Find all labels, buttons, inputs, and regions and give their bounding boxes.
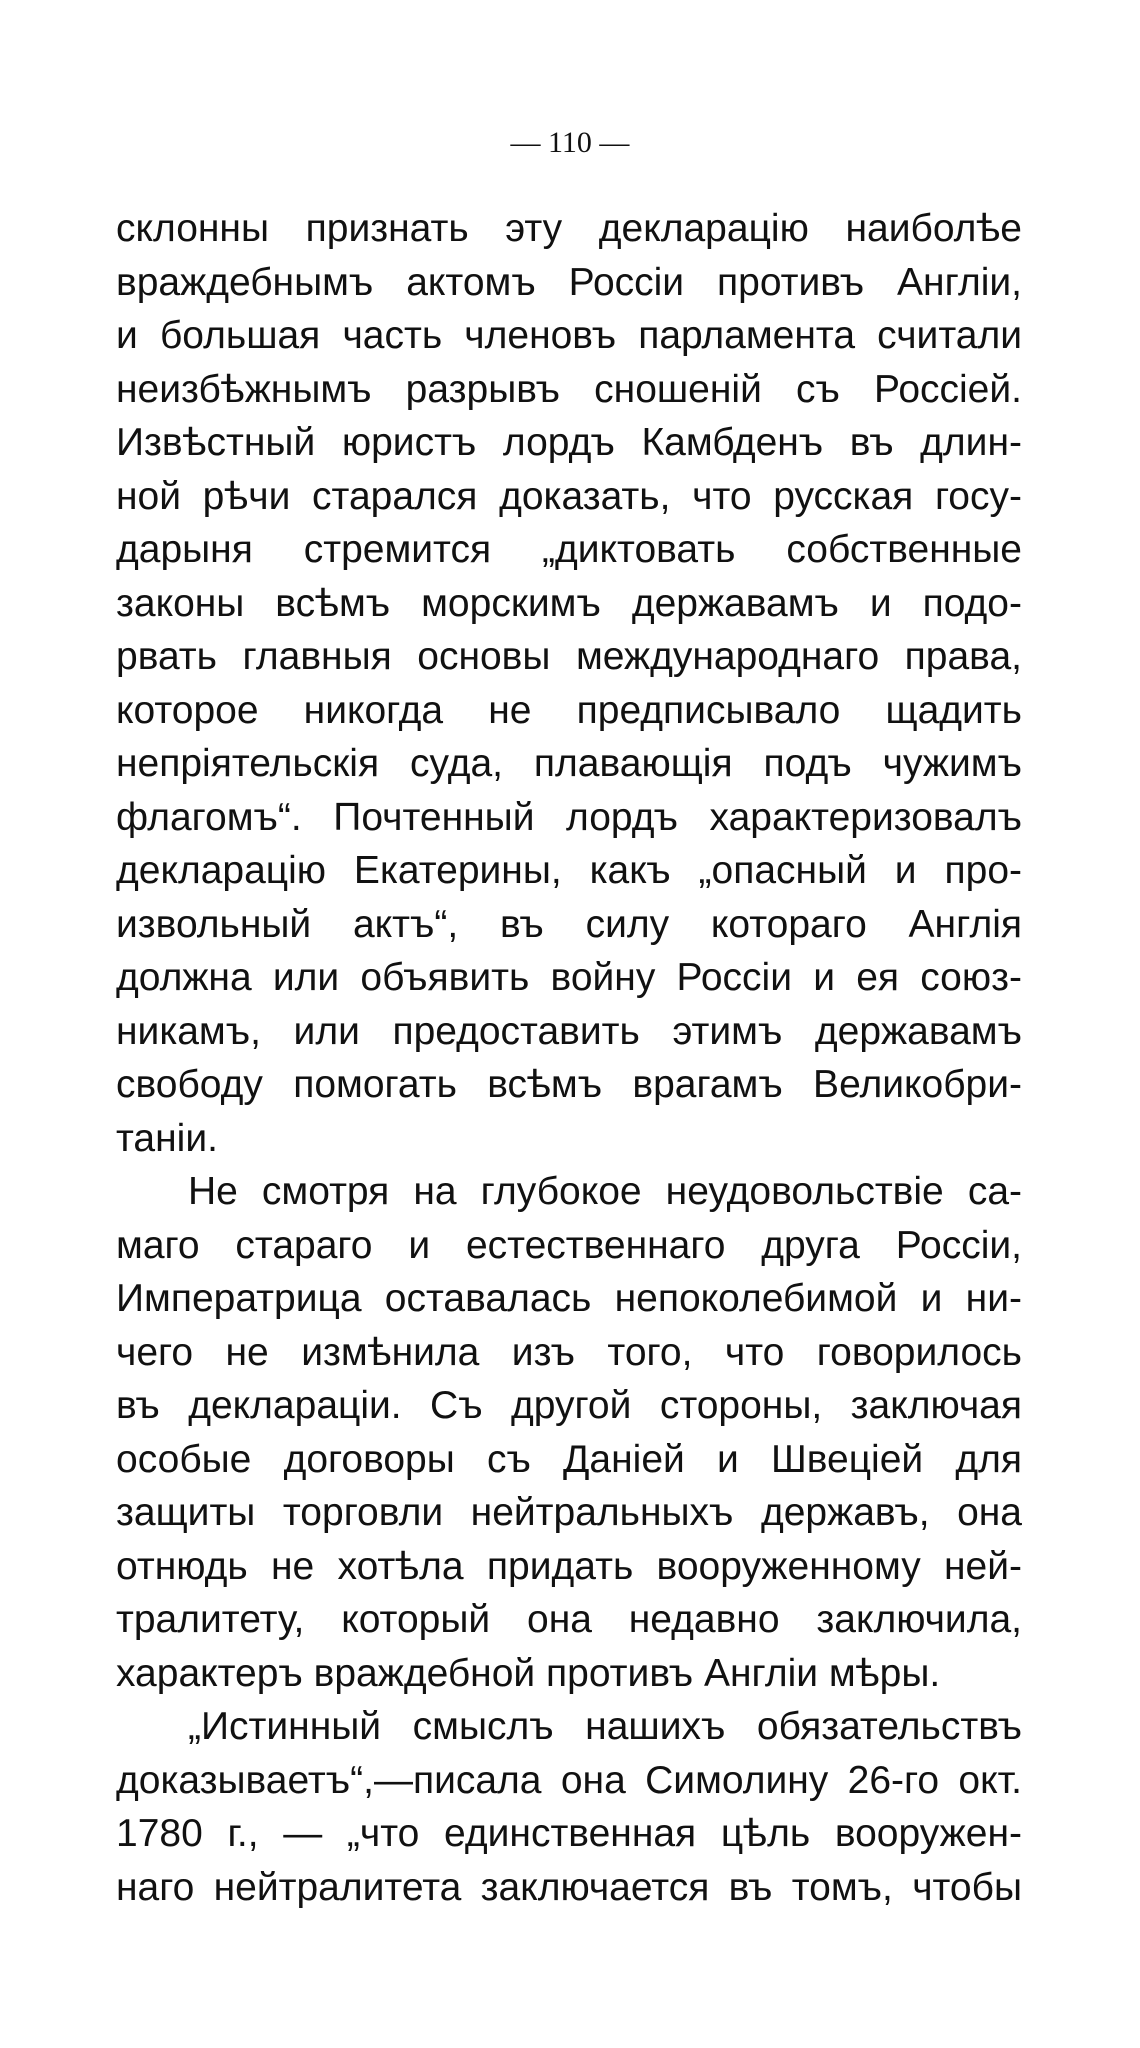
text-line: маго стараго и естественнаго друга Россіи, [116,1223,1022,1267]
text-line: склонны признать эту декларацію наиболѣе [116,207,1022,250]
text-line: неизбѣжнымъ разрывъ сношеній съ Россіей. [116,367,1022,411]
text-line: особые договоры съ Даніей и Швеціей для [116,1437,1022,1481]
text-line: должна или объявить войну Россіи и ея союз- [116,956,1022,999]
text-line: которое никогда не предписывало щадить [116,688,1022,732]
text-line: Извѣстный юристъ лордъ Камбденъ въ длин- [116,421,1022,464]
text-line: характеръ враждебной противъ Англіи мѣры. [116,1651,941,1695]
text-line: защиты торговли нейтральныхъ державъ, она [116,1491,1022,1534]
text-line: ной рѣчи старался доказать, что русская госу- [116,474,1022,518]
text-line: Императрица оставалась непоколебимой и ни- [116,1277,1022,1320]
text-line: дарыня стремится „диктовать собственные [116,528,1022,571]
text-line: тралитету, который она недавно заключила, [116,1598,1022,1641]
body-text [116,202,1022,1914]
text-line: наго нейтралитета заключается въ томъ, чтобы [116,1865,1022,1909]
text-line: извольный актъ“, въ силу котораго Англія [116,902,1022,946]
text-line: чего не измѣнила изъ того, что говорилось [116,1330,1022,1374]
text-line: законы всѣмъ морскимъ державамъ и подо- [116,581,1022,625]
text-line: свободу помогать всѣмъ врагамъ Великобри- [116,1063,1022,1106]
text-line: доказываетъ“,—писала она Симолину 26-го окт. [116,1758,1022,1802]
text-line: непріятельскія суда, плавающія подъ чужимъ [116,742,1022,785]
page-number: — 110 — [510,126,630,159]
text-line: никамъ, или предоставить этимъ державамъ [116,1009,1022,1053]
text-line: таніи. [116,1116,218,1160]
text-line: рвать главныя основы международнаго права, [116,635,1022,678]
text-line: въ деклараціи. Съ другой стороны, заключая [116,1384,1022,1427]
text-line: враждебнымъ актомъ Россіи противъ Англіи, [116,260,1022,304]
text-line: 1780 г., — „что единственная цѣль вооружен- [116,1812,1022,1855]
text-line: „Истинный смыслъ нашихъ обязательствъ [188,1705,1022,1748]
text-line: флагомъ“. Почтенный лордъ характеризовалъ [116,795,1022,839]
text-line: декларацію Екатерины, какъ „опасный и про- [116,849,1022,892]
text-line: отнюдь не хотѣла придать вооруженному ней- [116,1544,1022,1588]
text-line: и большая часть членовъ парламента считали [116,314,1022,357]
text-line: Не смотря на глубокое неудовольствіе са- [188,1170,1022,1213]
